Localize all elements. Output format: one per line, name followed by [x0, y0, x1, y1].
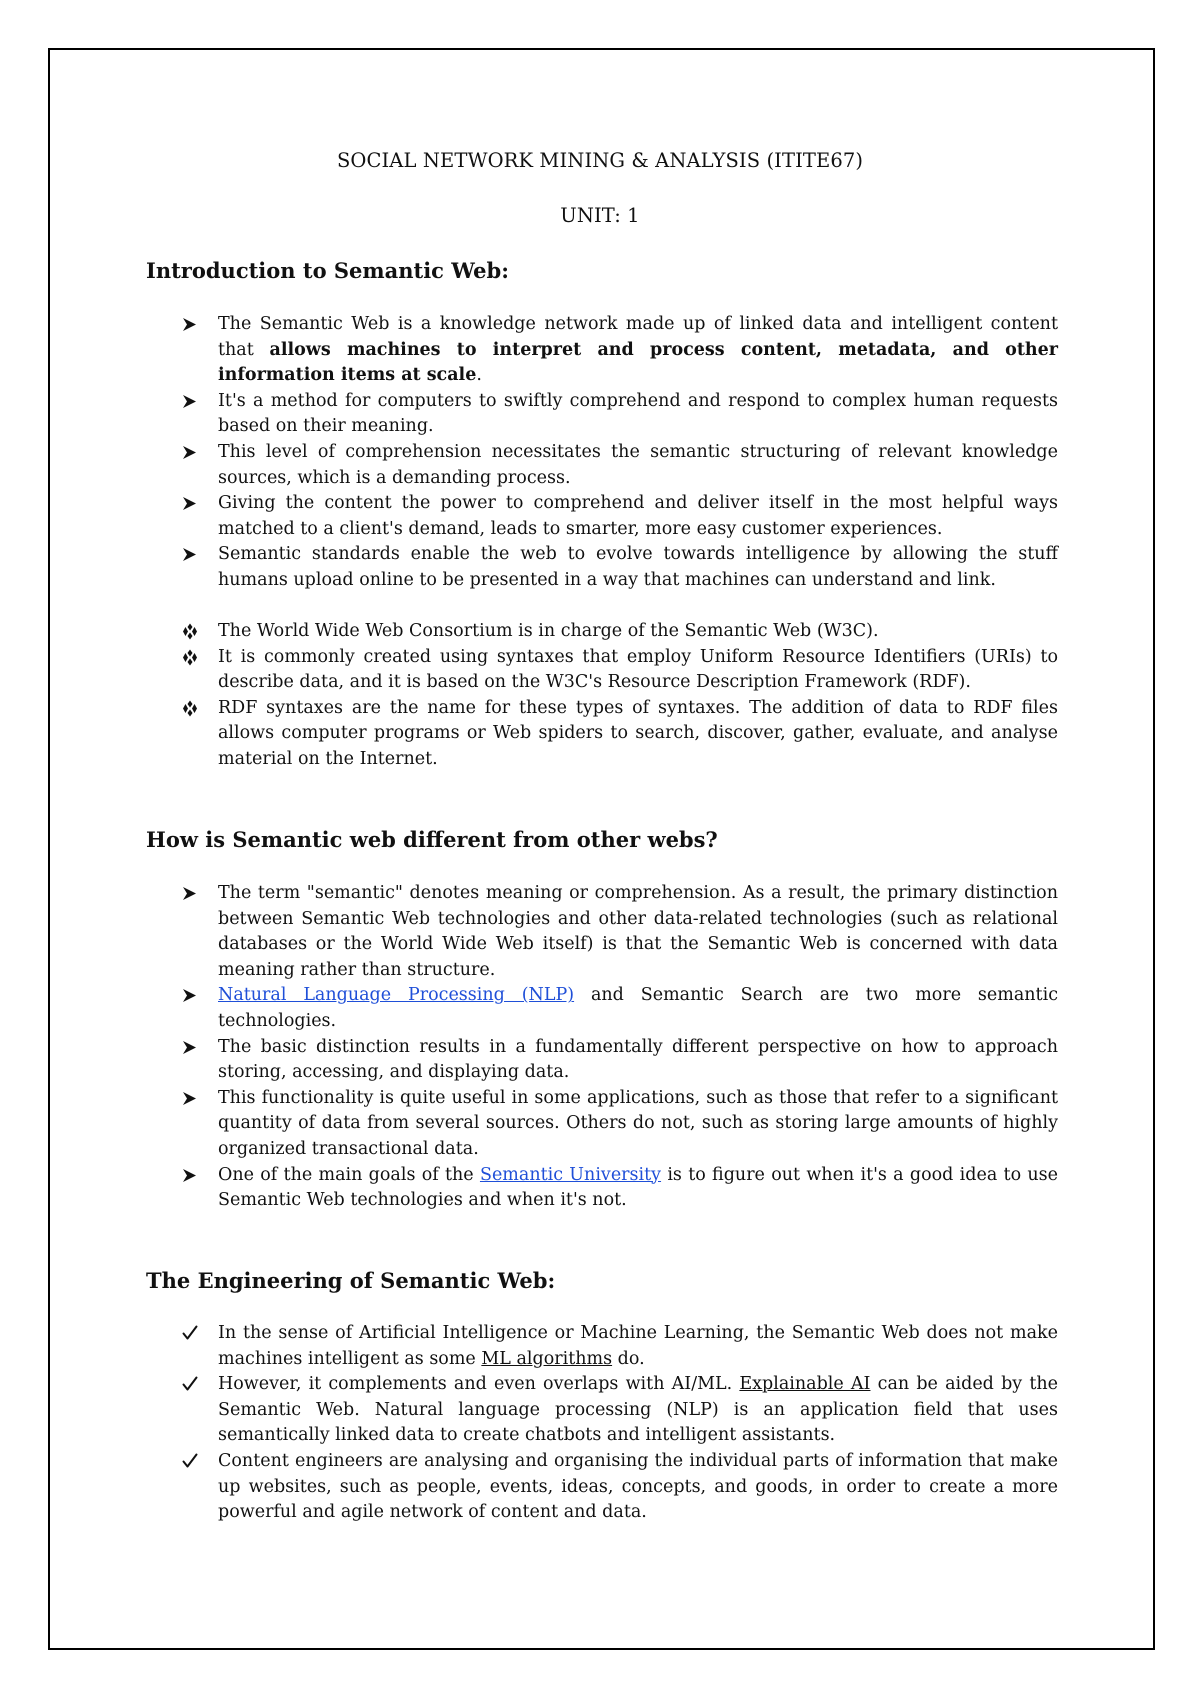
list-item — [146, 1035, 1058, 1086]
item-text-end: can be aided by the Semantic Web. Natural language processing (NLP) is an application field that uses semantically linked data to create chatbots and intelligent assistants. — [218, 1374, 1059, 1446]
item-text: The World Wide Web Consortium is in charge of the Semantic Web (W3C). — [218, 621, 879, 641]
item-text-end: is to figure out when it's a good idea to use Semantic Web technologies and when it's not. — [218, 1164, 1058, 1211]
explainable-ai-text: Explainable AI — [739, 1374, 871, 1395]
item-text: Content engineers are analysing and organising the individual parts of information that make up websites, such as people, events, ideas, concepts, and goods, in order to create a more powerful and agile network of content and data. — [218, 1450, 1058, 1523]
intro-arrow-list — [146, 312, 1058, 594]
arrowhead-bullet-icon — [182, 881, 202, 906]
checkmark-bullet-icon — [182, 1372, 202, 1397]
list-item — [146, 696, 1058, 773]
item-text: and Semantic Search are two more semantic technologies. — [218, 985, 1058, 1031]
item-text: Giving the content the power to comprehend and deliver itself in the most helpful ways matched to a client's demand, leads to smarter, more easy customer experiences. — [218, 493, 1058, 539]
item-text: RDF syntaxes are the name for these types of syntaxes. The addition of data to RDF files allows computer programs or Web spiders to search, discover, gather, evaluate, and analyse material on the Internet. — [218, 697, 1058, 769]
checkmark-bullet-icon — [182, 1321, 202, 1346]
list-item — [146, 1449, 1058, 1526]
item-text: This functionality is quite useful in some applications, such as those that refer to a significant quantity of data from several sources. Others do not, such as storing large amounts of highly organized transactional data. — [218, 1087, 1058, 1159]
four-diamond-bullet-icon — [182, 619, 202, 644]
list-item — [146, 542, 1058, 593]
list-item — [146, 619, 1058, 645]
item-text: The term "semantic" denotes meaning or comprehension. As a result, the primary distinction between Semantic Web technologies and other data-related technologies (such as relational databases or the World Wide Web itself) is that the Semantic Web is concerned with data meaning rather than structure. — [218, 883, 1058, 980]
ml-algorithms-text: ML algorithms — [481, 1348, 613, 1369]
item-text: It's a method for computers to swiftly comprehend and respond to complex human requests based on their meaning. — [218, 390, 1058, 437]
unit-label: UNIT: 1 — [560, 204, 640, 227]
section-heading-intro: Introduction to Semantic Web: — [146, 258, 509, 283]
arrowhead-bullet-icon — [182, 983, 202, 1008]
arrowhead-bullet-icon — [182, 1086, 202, 1111]
difference-list — [146, 881, 1058, 1214]
item-text: It is commonly created using syntaxes that employ Uniform Resource Identifiers (URIs) to describe data, and it is based on the W3C's Resource Description Framework (RDF). — [218, 646, 1058, 693]
intro-diamond-list — [146, 619, 1058, 773]
item-text: In the sense of Artificial Intelligence or Machine Learning, the Semantic Web does not make machines intelligent as some — [218, 1323, 1058, 1369]
section-heading-difference: How is Semantic web different from other webs? — [146, 827, 718, 852]
arrowhead-bullet-icon — [182, 1163, 202, 1188]
list-item — [146, 389, 1058, 440]
engineering-list — [146, 1321, 1058, 1526]
list-item — [146, 645, 1058, 696]
list-item — [146, 1372, 1058, 1449]
list-item — [146, 491, 1058, 542]
item-bold-text: allows machines to interpret and process content, metadata, and other information items at scale — [218, 339, 1058, 386]
list-item — [146, 1163, 1058, 1214]
arrowhead-bullet-icon — [182, 491, 202, 516]
list-item — [146, 1321, 1058, 1372]
item-text: One of the main goals of the — [218, 1164, 480, 1185]
four-diamond-bullet-icon — [182, 645, 202, 670]
item-text: The Semantic Web is a knowledge network made up of linked data and intelligent content that — [218, 314, 1058, 360]
checkmark-bullet-icon — [182, 1449, 202, 1474]
arrowhead-bullet-icon — [182, 1035, 202, 1060]
item-text: This level of comprehension necessitates the semantic structuring of relevant knowledge sources, which is a demanding process. — [218, 441, 1058, 488]
list-item — [146, 1086, 1058, 1163]
list-item — [146, 312, 1058, 389]
item-text-end: do. — [612, 1348, 645, 1369]
nlp-link[interactable]: Natural Language Processing (NLP) — [218, 985, 575, 1006]
document-title: SOCIAL NETWORK MINING & ANALYSIS (ITITE67) — [336, 149, 864, 172]
list-item — [146, 881, 1058, 983]
list-item — [146, 983, 1058, 1034]
four-diamond-bullet-icon — [182, 696, 202, 721]
item-text: The basic distinction results in a fundamentally different perspective on how to approach storing, accessing, and displaying data. — [218, 1036, 1058, 1083]
arrowhead-bullet-icon — [182, 542, 202, 567]
item-text: Semantic standards enable the web to evolve towards intelligence by allowing the stuff humans upload online to be presented in a way that machines can understand and link. — [218, 544, 1058, 590]
section-heading-engineering: The Engineering of Semantic Web: — [146, 1268, 556, 1293]
arrowhead-bullet-icon — [182, 440, 202, 465]
arrowhead-bullet-icon — [182, 312, 202, 337]
semantic-university-link[interactable]: Semantic University — [479, 1164, 662, 1185]
item-text-end: . — [476, 365, 482, 386]
item-text: However, it complements and even overlaps with AI/ML. — [218, 1374, 740, 1395]
list-item — [146, 440, 1058, 491]
arrowhead-bullet-icon — [182, 389, 202, 414]
